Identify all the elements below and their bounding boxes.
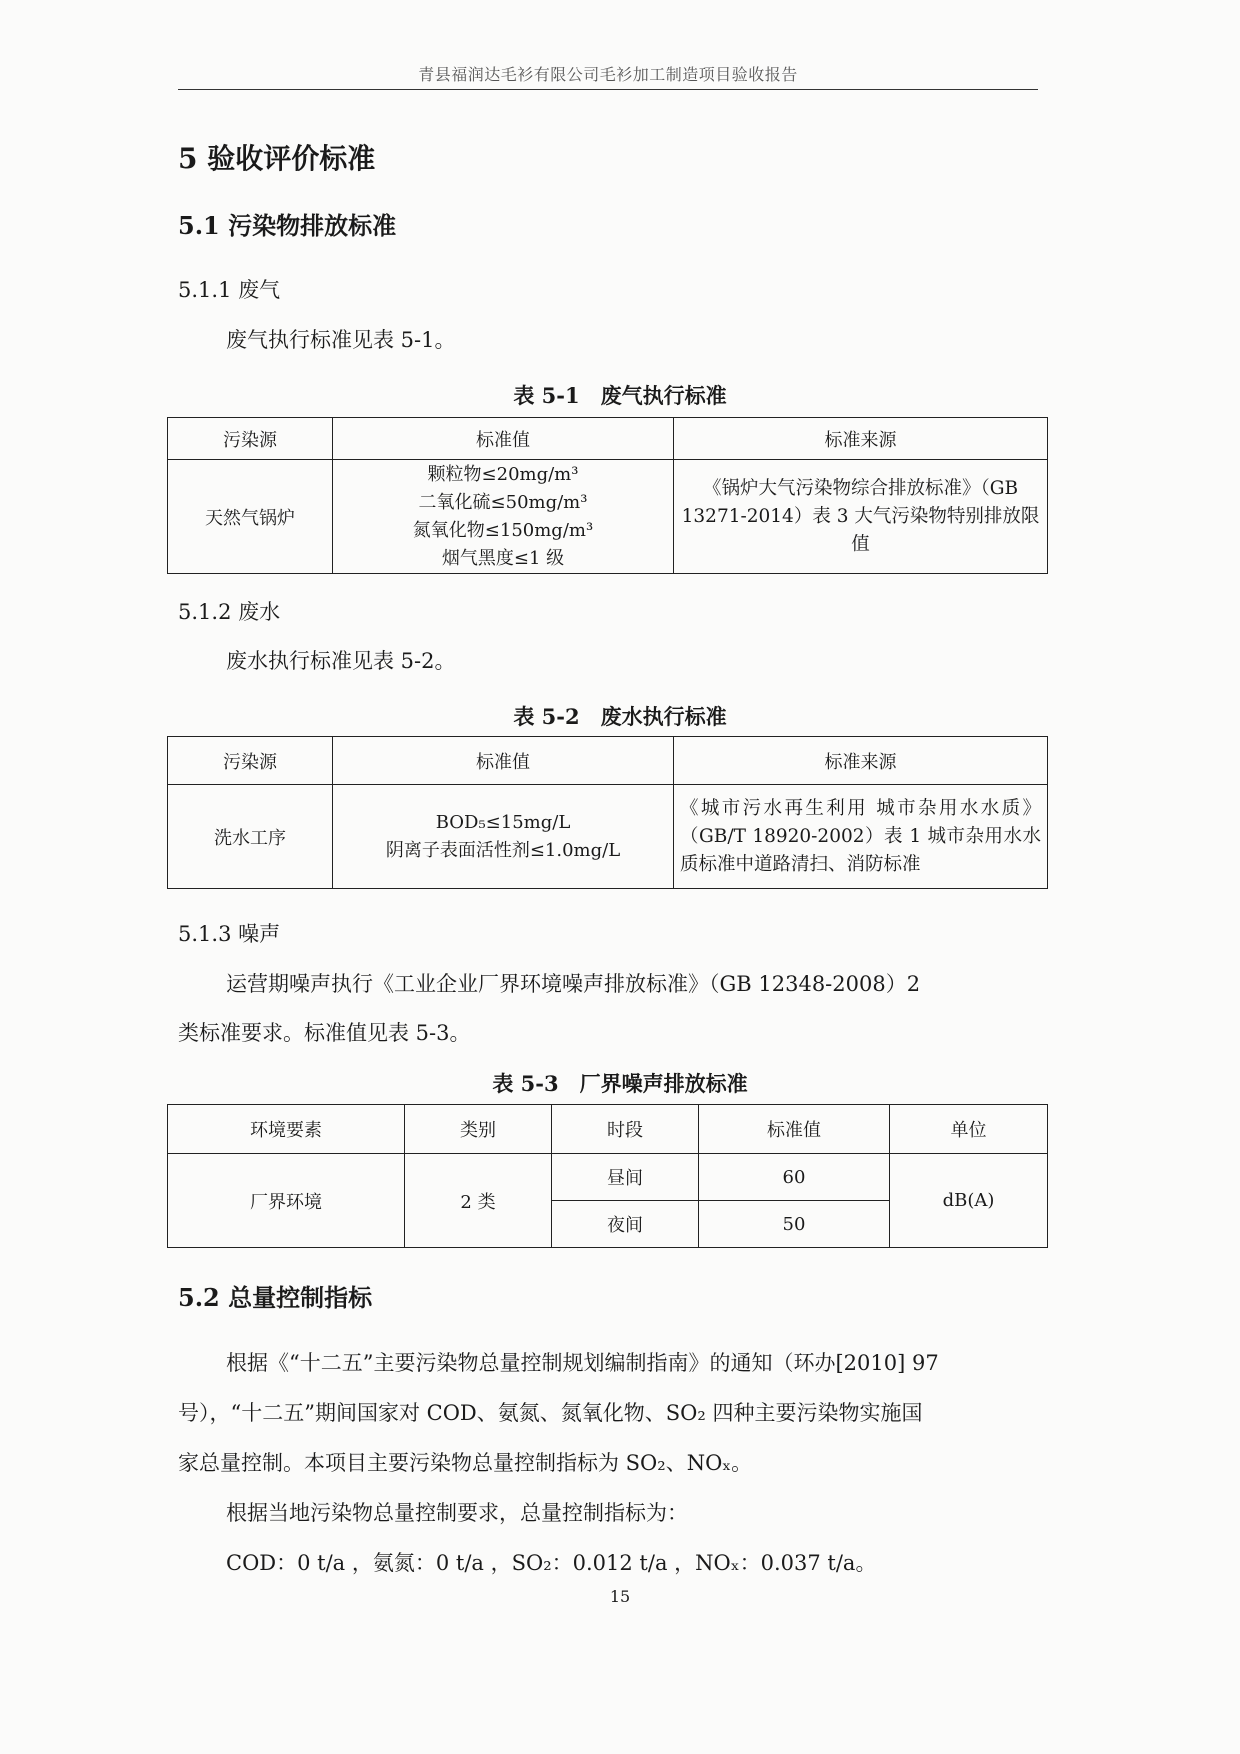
limit-value-cell: 50 — [699, 1201, 890, 1248]
section-5-2-para1-line2: 号），“十二五”期间国家对 COD、氨氮、氮氧化物、SO₂ 四种主要污染物实施国 — [178, 1401, 923, 1425]
standard-value: 二氧化硫≤50mg/m³ — [418, 491, 588, 513]
table-header: 标准值 — [333, 737, 674, 785]
standard-values-cell — [333, 785, 674, 889]
table-5-1-caption: 表 5-1 废气执行标准 — [513, 383, 727, 408]
table-5-3-caption: 表 5-3 厂界噪声排放标准 — [492, 1071, 748, 1096]
section-5-2-para2: 根据当地污染物总量控制要求，总量控制指标为： — [226, 1501, 688, 1525]
table-header: 标准来源 — [674, 418, 1048, 460]
standard-value: 氮氧化物≤150mg/m³ — [412, 519, 594, 541]
section-5-1-title: 5.1 污染物排放标准 — [178, 211, 397, 240]
section-5-2-para1-line3: 家总量控制。本项目主要污染物总量控制指标为 SO₂、NOₓ。 — [178, 1451, 753, 1475]
page-number: 15 — [609, 1587, 631, 1606]
standard-source-cell: 《城市污水再生利用 城市杂用水水质》（GB/T 18920-2002）表 1 城市杂用水水质标准中道路清扫、消防标准 — [674, 785, 1048, 889]
section-5-2-para1-line1: 根据《“十二五”主要污染物总量控制规划编制指南》的通知（环办[2010] 97 — [226, 1351, 939, 1375]
table-header: 时段 — [552, 1105, 699, 1154]
standard-values-cell — [333, 460, 674, 574]
table-5-2-caption: 表 5-2 废水执行标准 — [513, 704, 727, 729]
standard-value: 颗粒物≤20mg/m³ — [427, 463, 579, 485]
period-cell: 夜间 — [552, 1201, 699, 1248]
table-header: 污染源 — [168, 737, 333, 785]
table-header: 环境要素 — [168, 1105, 405, 1154]
running-header: 青县福润达毛衫有限公司毛衫加工制造项目验收报告 — [418, 65, 798, 84]
category-cell: 2 类 — [405, 1154, 552, 1248]
standard-value: BOD₅≤15mg/L — [435, 811, 571, 833]
table-header: 标准值 — [333, 418, 674, 460]
section-5-2-para3: COD：0 t/a ，氨氮：0 t/a ，SO₂：0.012 t/a ，NOₓ：0.037 t/a。 — [226, 1551, 877, 1575]
standard-source-cell: 《锅炉大气污染物综合排放标准》（GB 13271-2014）表 3 大气污染物特别排放限值 — [674, 460, 1048, 574]
pollution-source-cell: 洗水工序 — [168, 785, 333, 889]
table-header: 类别 — [405, 1105, 552, 1154]
period-cell: 昼间 — [552, 1154, 699, 1201]
section-5-1-3-line1: 运营期噪声执行《工业企业厂界环境噪声排放标准》（GB 12348-2008）2 — [226, 972, 921, 996]
environment-element-cell: 厂界环境 — [168, 1154, 405, 1248]
section-5-1-1-title: 5.1.1 废气 — [178, 278, 281, 302]
section-5-1-2-title: 5.1.2 废水 — [178, 600, 281, 624]
standard-value: 烟气黑度≤1 级 — [441, 547, 565, 569]
table-5-1 — [167, 417, 1048, 574]
table-5-2 — [167, 736, 1048, 889]
section-5-1-3-title: 5.1.3 噪声 — [178, 922, 281, 946]
table-header: 标准来源 — [674, 737, 1048, 785]
section-5-1-2-intro: 废水执行标准见表 5-2。 — [226, 649, 456, 673]
table-header: 标准值 — [699, 1105, 890, 1154]
table-5-3 — [167, 1104, 1048, 1248]
pollution-source-cell: 天然气锅炉 — [168, 460, 333, 574]
standard-value: 阴离子表面活性剂≤1.0mg/L — [385, 839, 621, 861]
table-header: 单位 — [890, 1105, 1048, 1154]
unit-cell: dB(A) — [890, 1154, 1048, 1248]
section-5-title: 5 验收评价标准 — [178, 142, 376, 175]
section-5-1-3-line2: 类标准要求。标准值见表 5-3。 — [178, 1021, 471, 1045]
section-5-1-1-intro: 废气执行标准见表 5-1。 — [226, 328, 456, 352]
section-5-2-title: 5.2 总量控制指标 — [178, 1283, 373, 1312]
table-header: 污染源 — [168, 418, 333, 460]
header-rule — [178, 89, 1038, 90]
limit-value-cell: 60 — [699, 1154, 890, 1201]
